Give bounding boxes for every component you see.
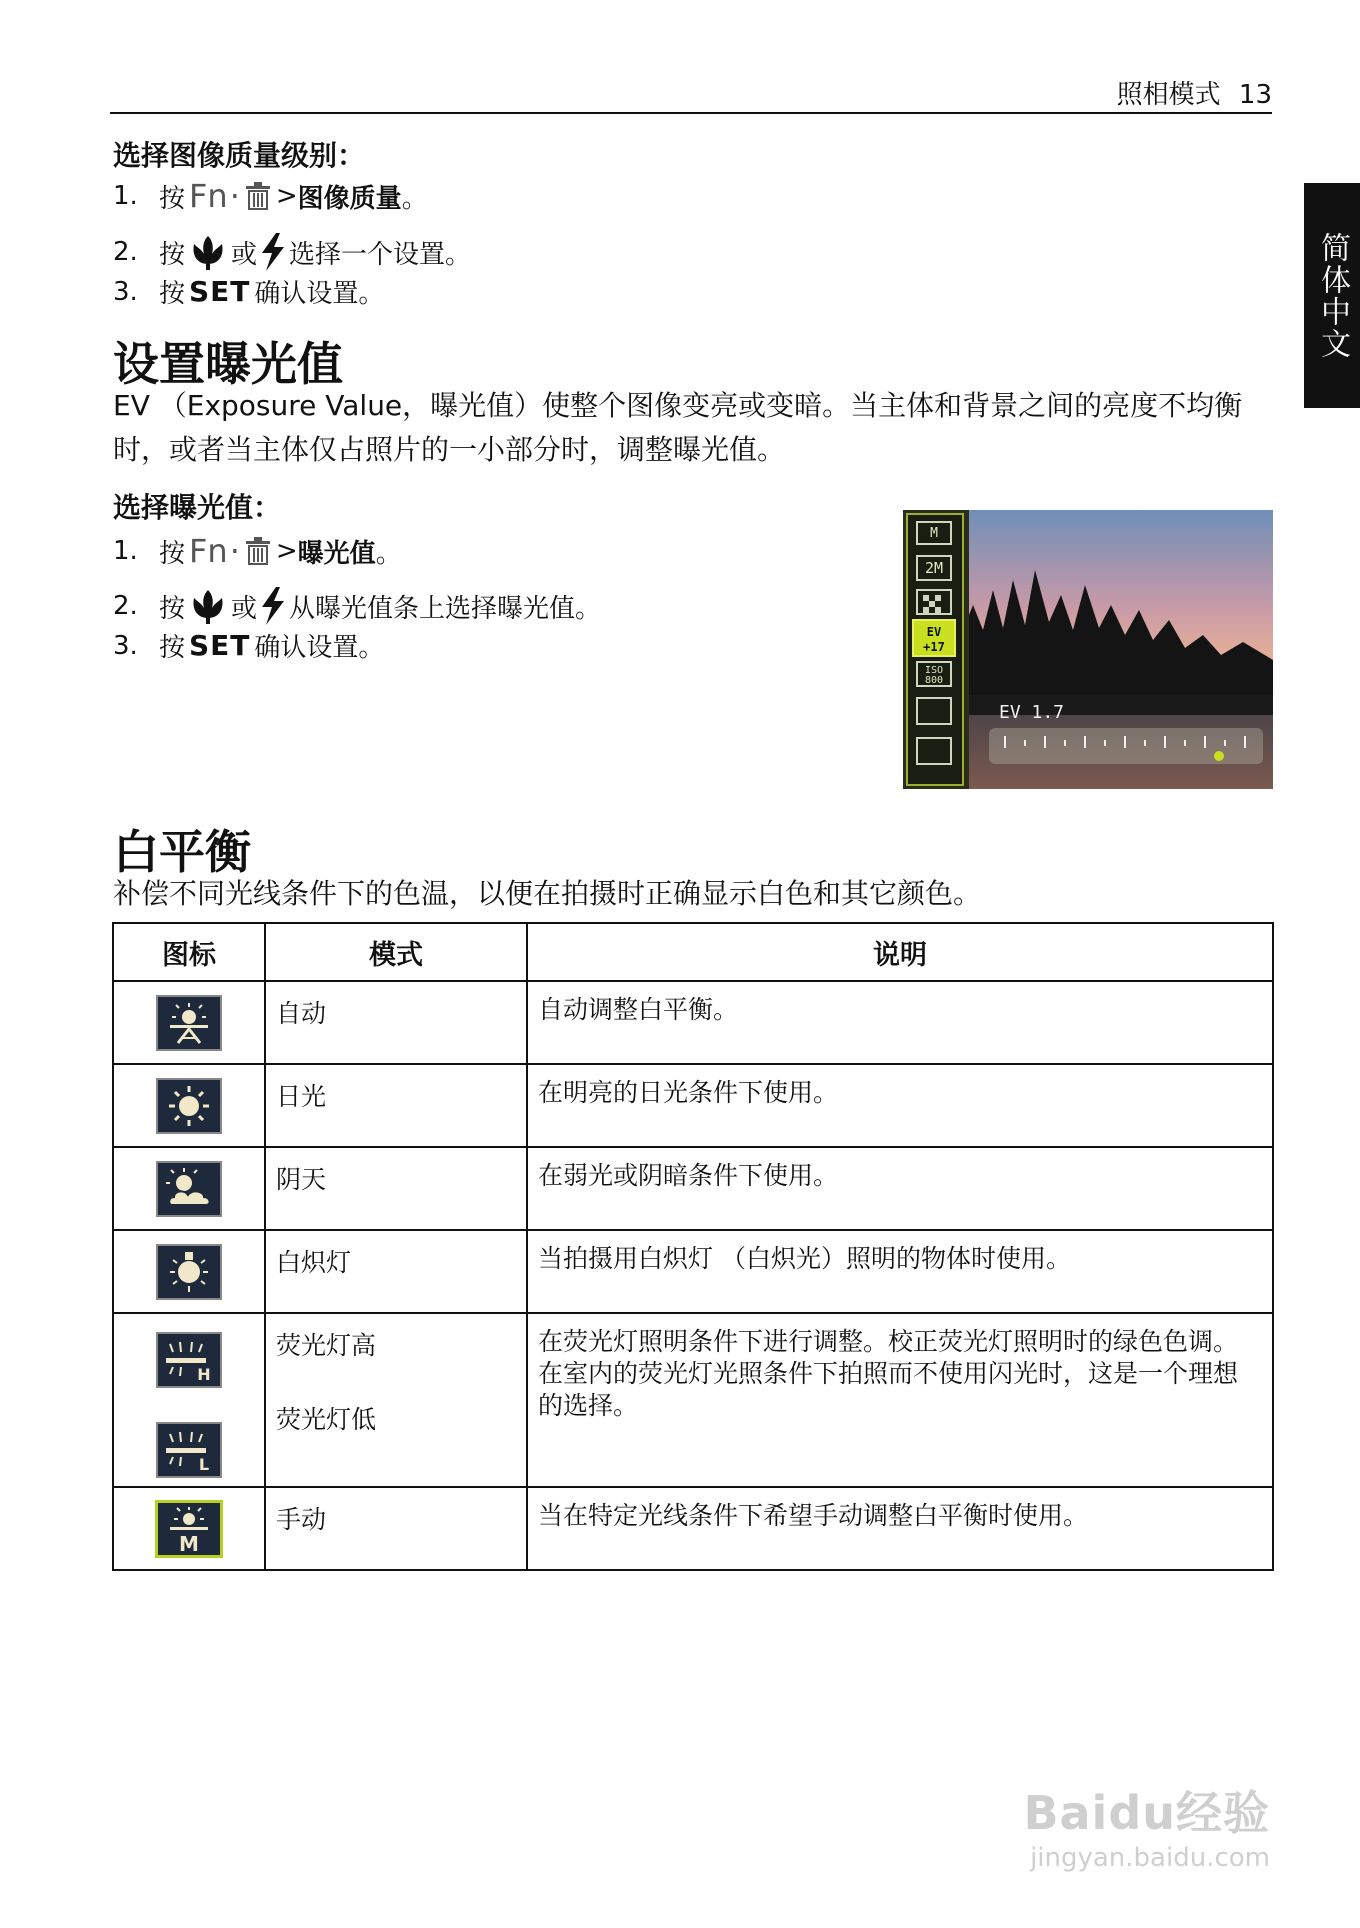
column-header-description: 说明 — [527, 923, 1273, 981]
flash-icon — [260, 233, 286, 271]
language-tab-label: 简体中文 — [1315, 231, 1350, 360]
mode-cell: 手动 — [265, 1487, 527, 1570]
mode-m-label: M — [930, 526, 938, 541]
svg-text:L: L — [198, 1455, 210, 1474]
iso-menu-value: 800 — [924, 675, 944, 686]
white-balance-title: 白平衡 — [113, 825, 251, 879]
quality-step-1: 1. 按 Fn · > 图像质量 。 — [113, 177, 428, 215]
exposure-step-1: 1. 按 Fn · > 曝光值 。 — [113, 532, 402, 570]
column-header-icon: 图标 — [113, 923, 265, 981]
mode-cell: 白炽灯 — [265, 1230, 527, 1313]
trash-icon — [244, 536, 272, 566]
page-number: 13 — [1238, 80, 1272, 110]
flash-icon — [260, 587, 286, 625]
set-button-icon: SET — [189, 275, 251, 308]
mode-cell: 荧光灯低 — [276, 1405, 377, 1434]
watermark-url: jingyan.baidu.com — [1030, 1843, 1270, 1873]
column-header-mode: 模式 — [265, 923, 527, 981]
watermark-logo: Baidu经验 — [1023, 1786, 1270, 1840]
svg-text:H: H — [197, 1365, 211, 1384]
description-cell: 在弱光或阴暗条件下使用。 — [527, 1147, 1273, 1230]
ev-menu-label: EV — [926, 625, 942, 639]
svg-text:M: M — [179, 1531, 199, 1556]
wb-fluorescent-high-icon — [156, 1332, 222, 1388]
mode-cell: 日光 — [265, 1064, 527, 1147]
description-cell: 在荧光灯照明条件下进行调整。校正荧光灯照明时的绿色色调。在室内的荧光灯光照条件下拍照而不使用闪光时，这是一个理想的选择。 — [527, 1313, 1273, 1487]
table-header-row — [113, 923, 1273, 981]
description-cell: 自动调整白平衡。 — [527, 981, 1273, 1064]
description-cell: 当在特定光线条件下希望手动调整白平衡时使用。 — [527, 1487, 1273, 1570]
table-row — [113, 1064, 1273, 1147]
exposure-title: 设置曝光值 — [113, 337, 343, 391]
description-cell: 在明亮的日光条件下使用。 — [527, 1064, 1273, 1147]
wb-daylight-icon — [156, 1078, 222, 1134]
iso-menu-label: ISO — [924, 665, 944, 676]
mode-cell: 自动 — [265, 981, 527, 1064]
wb-fluorescent-low-icon — [156, 1422, 222, 1478]
exposure-intro: EV （Exposure Value，曝光值）使整个图像变亮或变暗。当主体和背景之间的亮度不均衡时，或者当主体仅占照片的一小部分时，调整曝光值。 — [113, 389, 1243, 466]
ev-readout: EV 1.7 — [999, 702, 1065, 723]
description-cell: 当拍摄用白炽灯 （白炽光）照明的物体时使用。 — [527, 1230, 1273, 1313]
camera-lcd-screenshot — [903, 510, 1273, 789]
page-header — [1117, 74, 1272, 111]
exposure-heading: 选择曝光值： — [113, 491, 282, 524]
ev-menu-value: +17 — [923, 640, 945, 654]
trash-icon — [244, 181, 272, 211]
quality-step-3: 3. 按 SET 确认设置。 — [113, 275, 385, 309]
wb-cloudy-icon — [156, 1161, 222, 1217]
table-row — [113, 1147, 1273, 1230]
table-row — [113, 1487, 1273, 1570]
white-balance-intro: 补偿不同光线条件下的色温，以便在拍摄时正确显示白色和其它颜色。 — [113, 877, 982, 910]
set-button-icon: SET — [189, 629, 251, 662]
macro-flower-icon — [188, 588, 228, 624]
white-balance-table — [112, 922, 1274, 1571]
header-rule — [110, 112, 1272, 114]
table-row — [113, 1313, 1273, 1487]
fn-button-icon: Fn · — [189, 177, 272, 215]
mode-cell: 荧光灯高 — [276, 1331, 377, 1360]
wb-manual-icon — [155, 1500, 223, 1558]
wb-incandescent-icon — [156, 1244, 222, 1300]
exposure-step-3: 3. 按 SET 确认设置。 — [113, 629, 385, 663]
wb-auto-icon — [156, 995, 222, 1051]
fn-button-icon: Fn · — [189, 532, 272, 570]
mode-cell: 阴天 — [265, 1147, 527, 1230]
quality-step-2: 2. 按 或 选择一个设置。 — [113, 233, 471, 271]
table-row — [113, 1230, 1273, 1313]
quality-heading: 选择图像质量级别： — [113, 139, 366, 172]
watermark — [1023, 1777, 1270, 1873]
table-row — [113, 981, 1273, 1064]
language-tab — [1304, 183, 1360, 408]
exposure-step-2: 2. 按 或 从曝光值条上选择曝光值。 — [113, 587, 601, 625]
macro-flower-icon — [188, 234, 228, 270]
size-2m-label: 2M — [924, 559, 944, 577]
header-section: 照相模式 — [1116, 80, 1221, 110]
